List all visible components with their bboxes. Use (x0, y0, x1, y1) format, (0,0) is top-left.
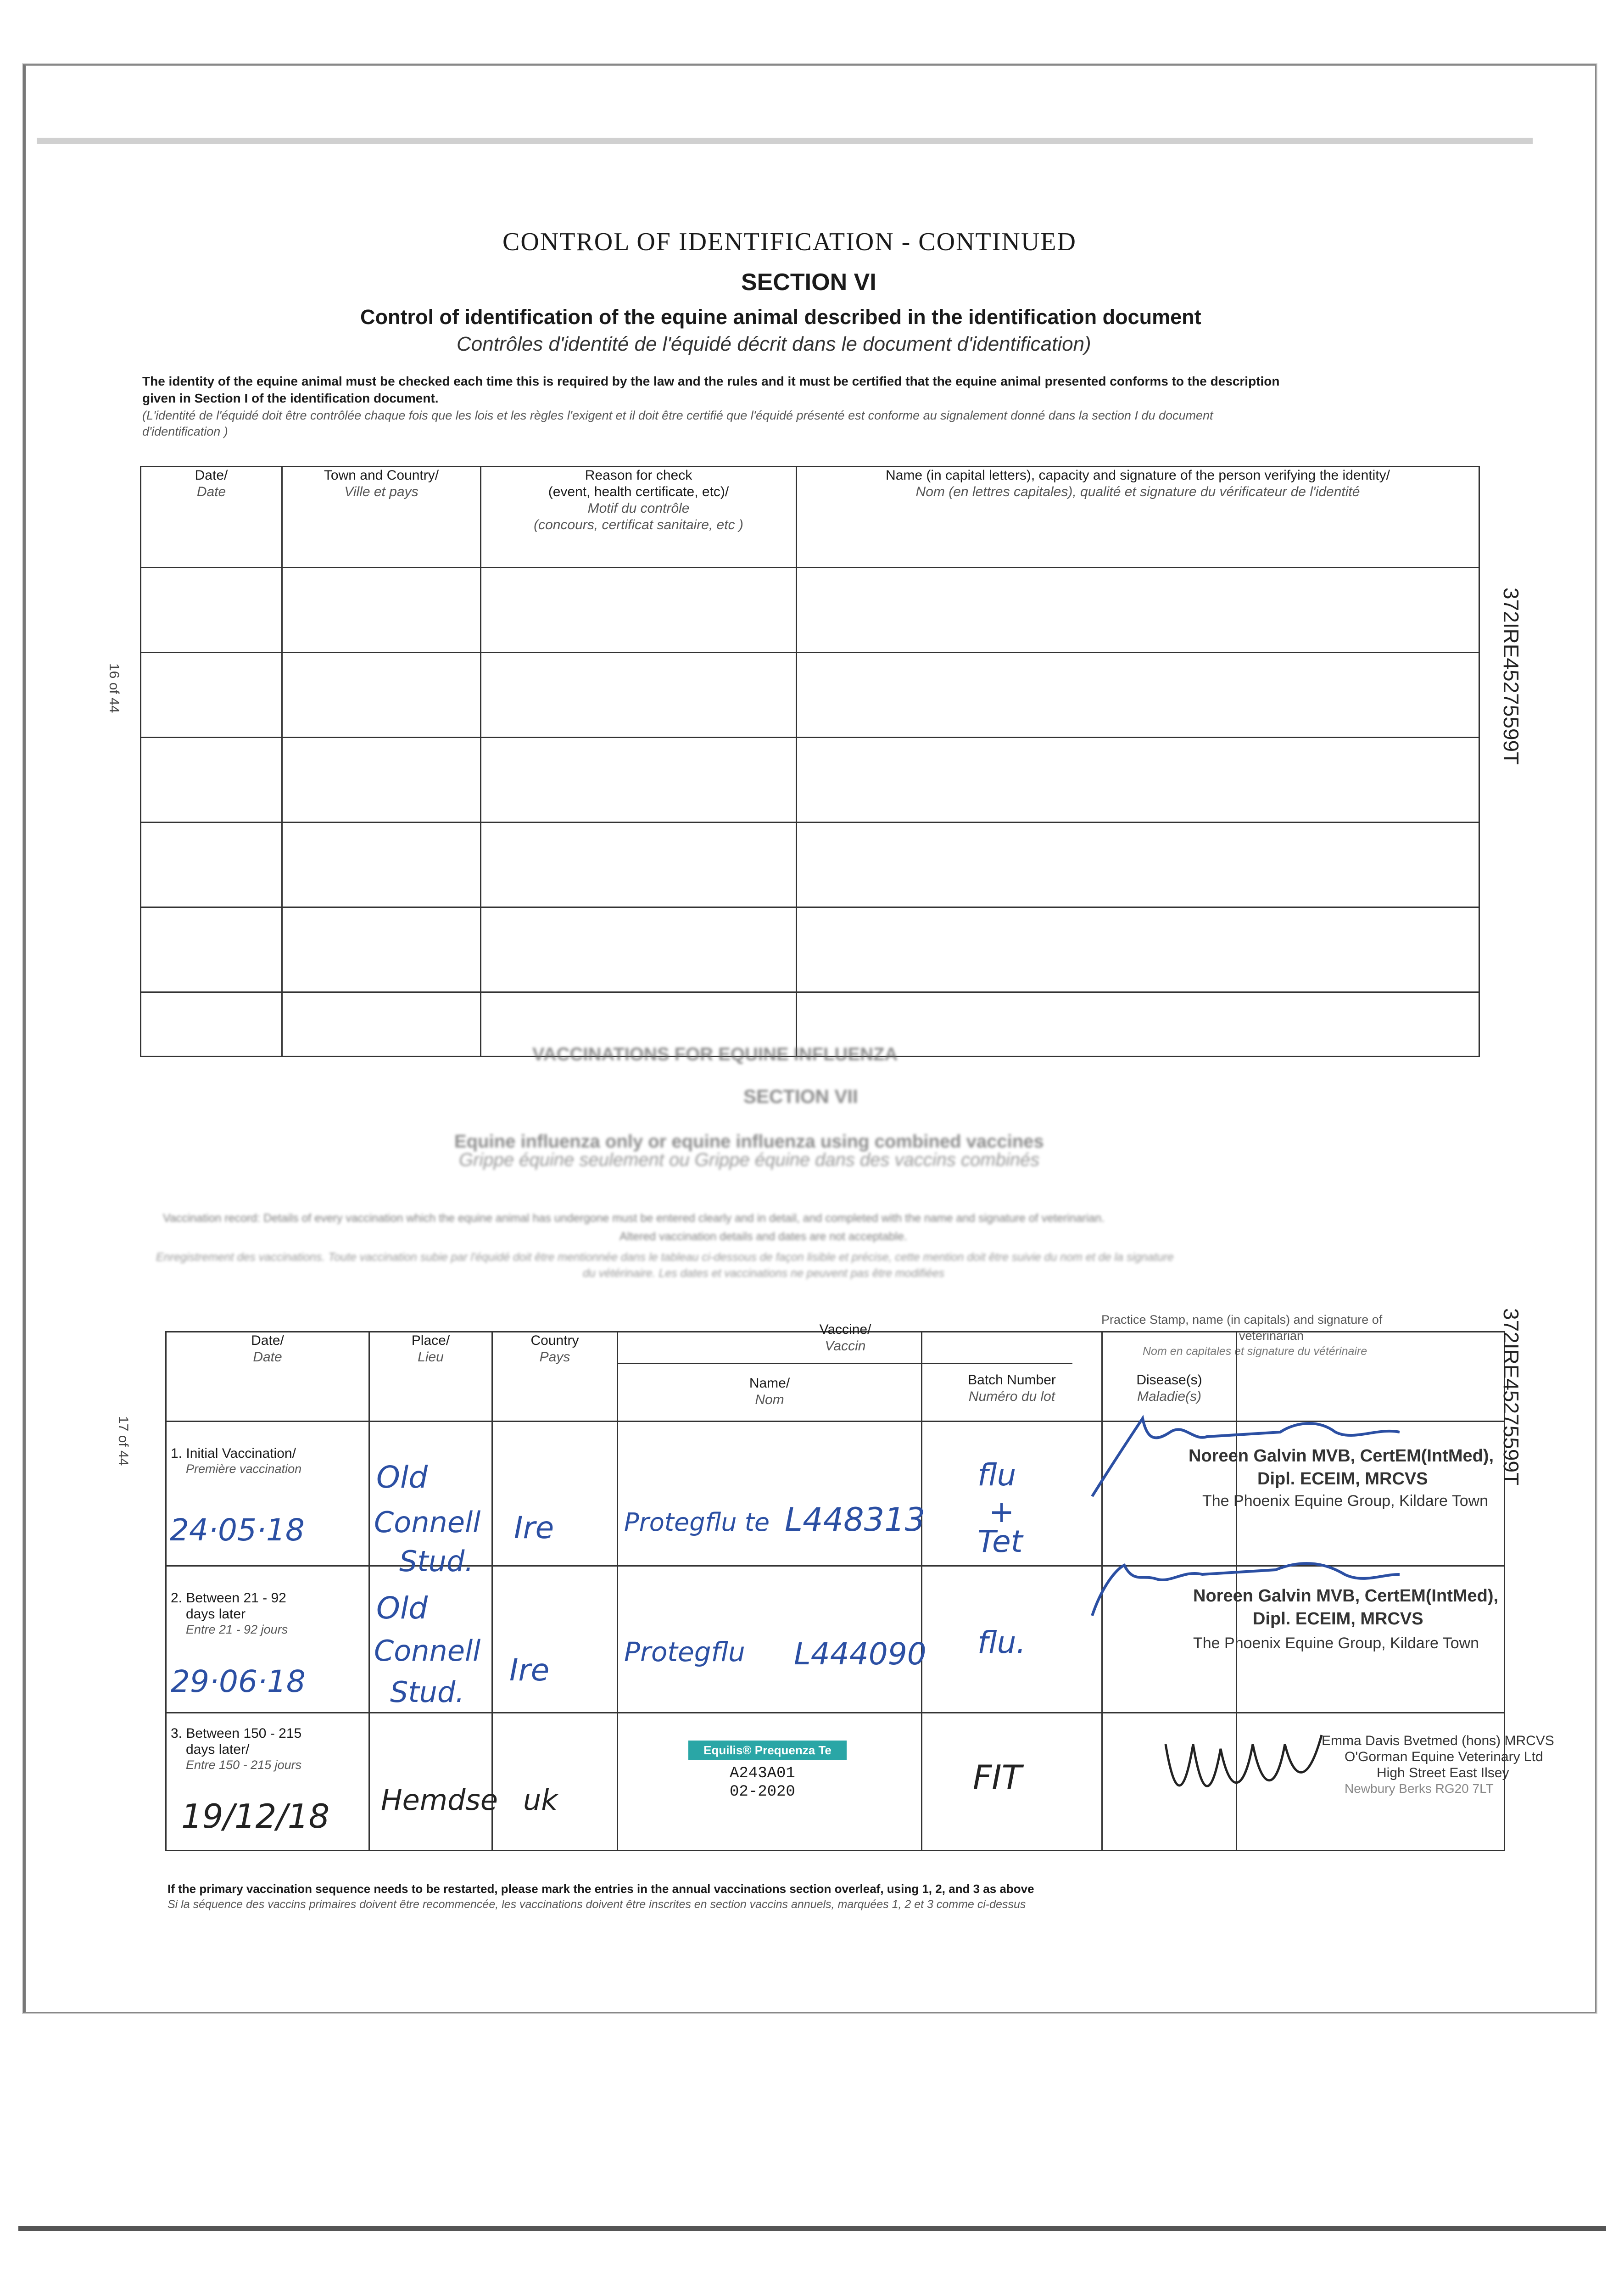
row1-place-1: Old (376, 1460, 428, 1495)
section7-record-en-2: Altered vaccination details and dates are not acceptable. (619, 1230, 907, 1243)
identity-check-header-row (141, 467, 1479, 568)
header-batch: Batch Number Numéro du lot (922, 1332, 1102, 1422)
row2-place-2: Connell (374, 1634, 481, 1668)
header-country: Country Pays (492, 1332, 618, 1422)
row3-country-cell (492, 1713, 618, 1851)
scan-edge-bottom (18, 2226, 1606, 2231)
row2-disease: flu. (977, 1625, 1026, 1660)
identity-check-row[interactable] (141, 823, 1479, 907)
header-stamp-2: veterinarian (1239, 1329, 1304, 1343)
page-number-17: 17 of 44 (116, 1416, 131, 1466)
row3-label-1: 3. Between 150 - 215 (171, 1726, 302, 1741)
header-batch-spacer (922, 1332, 1101, 1372)
section7-footnote-fr: Si la séquence des vaccins primaires doivent être recommencée, les vaccinations doivent être inscrites en section vaccins annuels, marquées 1, 2 et 3 comme ci-dessus (167, 1898, 1026, 1911)
row2-label-1: 2. Between 21 - 92 (171, 1590, 286, 1606)
row3-stamp-line-2: O'Gorman Equine Veterinary Ltd (1345, 1749, 1543, 1764)
identity-check-row[interactable] (141, 568, 1479, 653)
header-vacc-date: Date/ Date (166, 1332, 369, 1422)
row2-stamp-line-3: The Phoenix Equine Group, Kildare Town (1193, 1634, 1479, 1652)
row2-batch: L444090 (794, 1636, 926, 1672)
identity-check-row[interactable] (141, 907, 1479, 992)
side-id-section7: 372IRE45275599T (1499, 1308, 1523, 1486)
row1-disease-1: flu (977, 1457, 1016, 1493)
identity-check-row[interactable] (141, 738, 1479, 823)
section6-instruction-fr-1: (L'identité de l'équidé doit être contrôlée chaque fois que les lois et les règles l'exigent et il doit être certifié que l'équidé présenté est conforme au signalement donné dans la section I du document (142, 409, 1213, 422)
row2-stamp-line-1: Noreen Galvin MVB, CertEM(IntMed), (1193, 1586, 1499, 1606)
row3-place-cell (369, 1713, 492, 1851)
header-stamp-1: Practice Stamp, name (in capitals) and signature of (1101, 1313, 1383, 1327)
section7-record-fr-1: Enregistrement des vaccinations. Toute vaccination subie par l'équidé doit être mentionnée dans le tableau ci-dessous de façon lisible et précise, cette mention doit être suivie du nom et de la signature (156, 1251, 1174, 1264)
identity-check-row[interactable] (141, 653, 1479, 738)
header-vaccine-name: Vaccine/ Vaccin Name/ Nom (618, 1332, 922, 1422)
row3-country: uk (523, 1783, 558, 1817)
row2-country-cell (492, 1566, 618, 1713)
scan-edge-top (37, 138, 1533, 144)
section7-title: VACCINATIONS FOR EQUINE INFLUENZA (532, 1044, 898, 1064)
row1-place-2: Connell (374, 1506, 481, 1539)
row3-label-fr: Entre 150 - 215 jours (186, 1758, 302, 1772)
row1-vaccine-cell (618, 1422, 922, 1566)
header-disease: Disease(s) Maladie(s) (1102, 1332, 1237, 1422)
sticker-expiry: 02-2020 (730, 1783, 795, 1801)
row2-place-3: Stud. (390, 1675, 465, 1709)
header-vaccine-group: Vaccine/ Vaccin (618, 1321, 1072, 1364)
section6-instruction-en-1: The identity of the equine animal must be checked each time this is required by the law and the rules and it must be certified that the equine animal presented conforms to the description (142, 374, 1280, 388)
row1-stamp-line-3: The Phoenix Equine Group, Kildare Town (1202, 1492, 1489, 1510)
header-date: Date/ Date (141, 467, 282, 568)
row2-vaccine: Protegflu (624, 1636, 745, 1668)
section7-number: SECTION VII (743, 1086, 858, 1107)
row1-label-fr: Première vaccination (186, 1462, 302, 1476)
header-name-signature: Name (in capital letters), capacity and signature of the person verifying the identity/ Nom (en lettres capitales), qualité et signature du vérificateur de l'identité (797, 467, 1479, 568)
section7-record-fr-2: du vétérinaire. Les dates et vaccinations ne peuvent pas être modifiées (583, 1267, 944, 1280)
row3-place: Hemdse (381, 1783, 498, 1817)
section7-record-en-1: Vaccination record: Details of every vaccination which the equine animal has undergone must be entered clearly and in detail, and completed with the name and signature of veterinarian. (163, 1212, 1105, 1225)
row1-batch: L448313 (785, 1501, 926, 1539)
section7-subtitle-fr: Grippe équine seulement ou Grippe équine dans des vaccins combinés (459, 1150, 1040, 1170)
row1-stamp-line-2: Dipl. ECEIM, MRCVS (1257, 1469, 1428, 1489)
side-id-section6: 372IRE45275599T (1499, 588, 1523, 765)
row2-label-2: days later (186, 1606, 246, 1622)
row2-date: 29·06·18 (171, 1664, 306, 1699)
row1-stamp-line-1: Noreen Galvin MVB, CertEM(IntMed), (1189, 1446, 1494, 1466)
row1-disease-3: Tet (977, 1524, 1023, 1559)
header-town-country: Town and Country/ Ville et pays (282, 467, 481, 568)
row3-stamp-line-4: Newbury Berks RG20 7LT (1345, 1781, 1494, 1796)
section6-title: CONTROL OF IDENTIFICATION - CONTINUED (502, 228, 1077, 256)
identity-check-table (140, 466, 1480, 1057)
section6-instruction-en-2: given in Section I of the identification document. (142, 391, 439, 405)
row3-stamp-line-1: Emma Davis Bvetmed (hons) MRCVS (1322, 1733, 1554, 1748)
section7-subtitle-en: Equine influenza only or equine influenza using combined vaccines (454, 1131, 1044, 1152)
section7-footnote-en: If the primary vaccination sequence needs to be restarted, please mark the entries in the annual vaccinations section overleaf, using 1, 2, and 3 as above (167, 1882, 1034, 1896)
row1-country-cell (492, 1422, 618, 1566)
row1-place-3: Stud. (399, 1545, 474, 1578)
row3-stamp-line-3: High Street East Ilsey (1377, 1765, 1509, 1780)
row2-label-fr: Entre 21 - 92 jours (186, 1623, 288, 1636)
row2-stamp-line-2: Dipl. ECEIM, MRCVS (1253, 1609, 1423, 1629)
row2-country: Ire (509, 1652, 550, 1688)
row1-date: 24·05·18 (170, 1512, 305, 1548)
page-number-16: 16 of 44 (106, 663, 122, 713)
row3-date: 19/12/18 (181, 1797, 330, 1836)
header-stamp-fr: Nom en capitales et signature du vétérinaire (1143, 1345, 1367, 1358)
section6-subtitle-fr: Contrôles d'identité de l'équidé décrit dans le document d'identification) (457, 333, 1091, 355)
row1-label: 1. Initial Vaccination/ (171, 1446, 296, 1461)
row3-label-2: days later/ (186, 1742, 250, 1757)
header-reason: Reason for check (event, health certificate, etc)/ Motif du contrôle (concours, certificat sanitaire, etc ) (481, 467, 797, 568)
section6-subtitle-en: Control of identification of the equine animal described in the identification document (360, 305, 1201, 329)
section6-instruction-fr-2: d'identification ) (142, 425, 228, 438)
row1-disease-2: + (989, 1494, 1015, 1529)
header-disease-spacer (1103, 1332, 1236, 1372)
row1-country: Ire (514, 1510, 554, 1545)
section6-number: SECTION VI (741, 269, 876, 296)
vaccine-sticker-label: Equilis® Prequenza Te (688, 1741, 847, 1760)
row3-disease: FIT (973, 1758, 1022, 1797)
row1-vaccine: Protegflu te (624, 1508, 770, 1537)
row2-place-1: Old (376, 1590, 428, 1626)
header-place: Place/ Lieu (369, 1332, 492, 1422)
row3-vet-signature (1156, 1717, 1340, 1808)
sticker-batch-code: A243A01 (730, 1765, 795, 1782)
